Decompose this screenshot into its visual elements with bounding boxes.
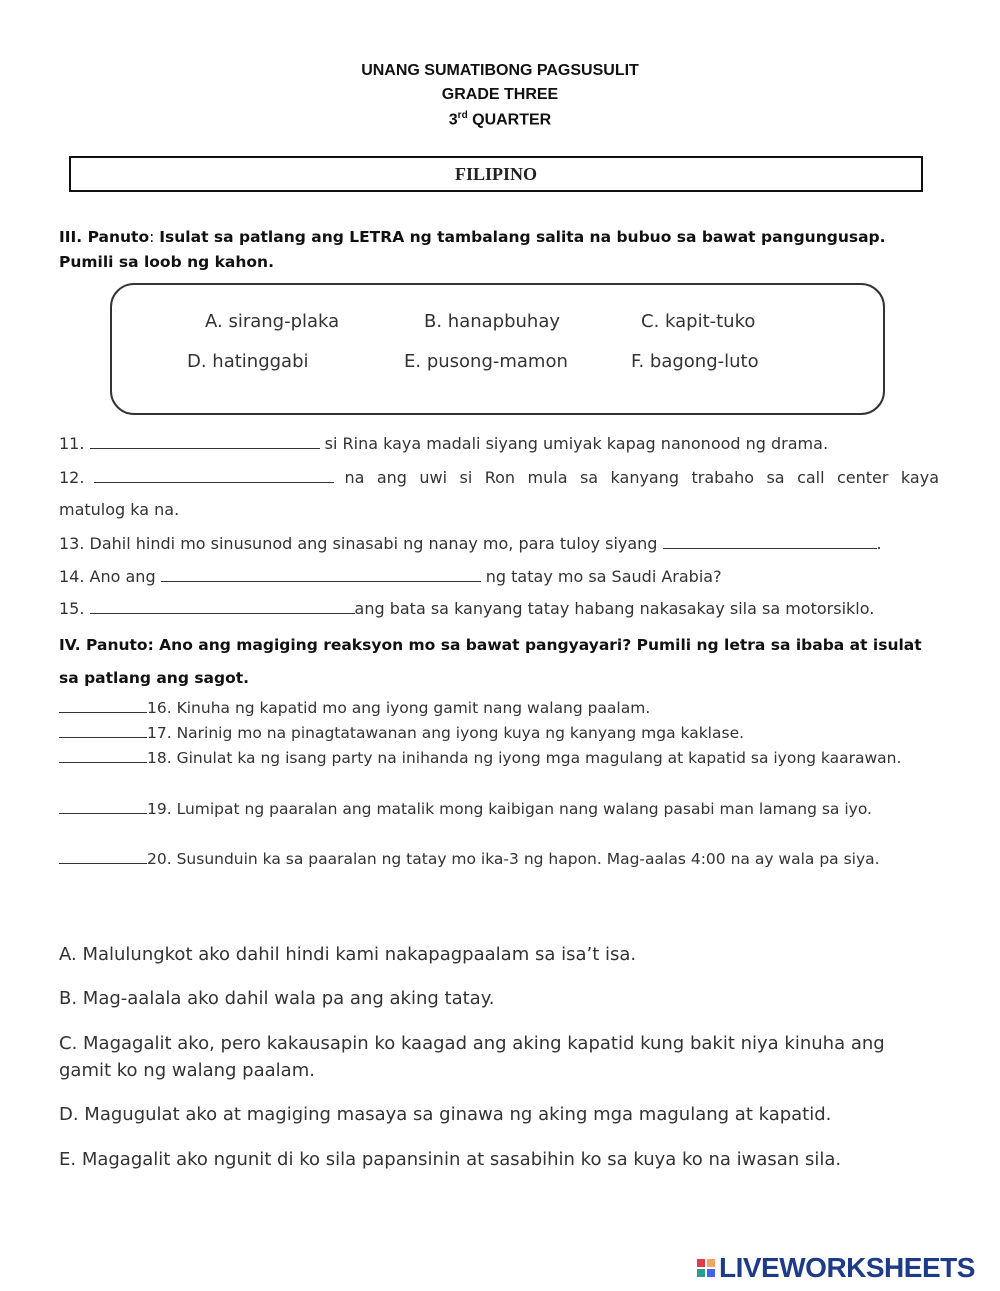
question-20 — [59, 847, 939, 872]
choice-f: F. bagong-luto — [631, 351, 759, 372]
part3-instruction — [59, 225, 939, 275]
part3-colon: : — [149, 228, 160, 246]
answer-blank-14[interactable] — [161, 567, 481, 582]
q17-text: 17. Narinig mo na pinagtatawanan ang iyong kuya ng kanyang mga kaklase. — [147, 724, 745, 742]
question-15 — [59, 599, 939, 618]
subject-title: FILIPINO — [454, 163, 537, 184]
q16-text: 16. Kinuha ng kapatid mo ang iyong gamit nang walang paalam. — [147, 699, 651, 717]
answer-blank-13[interactable] — [663, 534, 877, 549]
quarter-suffix: rd — [457, 110, 468, 121]
q12-number: 12. — [59, 468, 85, 487]
question-12 — [59, 468, 939, 487]
q11-number: 11. — [59, 434, 85, 453]
answer-blank-11[interactable] — [90, 434, 320, 449]
question-13 — [59, 534, 939, 553]
reaction-option-c: C. Magagalit ako, pero kakausapin ko kaagad ang aking kapatid kung bakit niya kinuha ang gamit ko ng walang paalam. — [59, 1033, 885, 1081]
choice-c: C. kapit-tuko — [641, 311, 756, 332]
choice-e: E. pusong-mamon — [404, 351, 568, 372]
reaction-option-e: E. Magagalit ako ngunit di ko sila papansinin at sasabihin ko sa kuya ko na iwasan sila. — [59, 1149, 842, 1170]
q11-text: si Rina kaya madali siyang umiyak kapag nanonood ng drama. — [319, 434, 829, 453]
question-12-cont: matulog ka na. — [59, 500, 180, 519]
q15-text: ang bata sa kanyang tatay habang nakasakay sila sa motorsiklo. — [354, 599, 875, 618]
choice-d: D. hatinggabi — [187, 351, 309, 372]
liveworksheets-logo[interactable] — [697, 1252, 975, 1284]
question-18 — [59, 746, 939, 771]
q12-text: na ang uwi si Ron mula sa kanyang trabaho sa call center kaya — [344, 468, 939, 487]
q14-text: 14. Ano ang — [59, 567, 161, 586]
grade-level: GRADE THREE — [441, 86, 559, 103]
q14-end: ng tatay mo sa Saudi Arabia? — [480, 567, 722, 586]
question-16 — [59, 696, 939, 721]
choice-a: A. sirang-plaka — [205, 311, 340, 332]
q18-text: 18. Ginulat ka ng isang party na inihanda ng iyong mga magulang at kapatid sa iyong kaarawan. — [147, 749, 902, 767]
part3-text: Isulat sa patlang ang LETRA ng tambalang salita na bubuo sa bawat pangungusap. Pumili sa loob ng kahon. — [59, 228, 886, 271]
logo-text: LIVEWORKSHEETS — [719, 1252, 975, 1283]
reaction-option-b: B. Mag-aalala ako dahil wala pa ang aking tatay. — [59, 988, 495, 1009]
answer-blank-20[interactable] — [59, 849, 147, 864]
quarter — [0, 110, 1000, 129]
part3-label: III. Panuto — [59, 228, 150, 246]
question-11 — [59, 434, 939, 453]
question-19 — [59, 797, 939, 822]
subject-box — [69, 156, 923, 192]
quarter-number: 3 — [448, 111, 458, 129]
reaction-option-a: A. Malulungkot ako dahil hindi kami nakapagpaalam sa isa’t isa. — [59, 944, 637, 965]
question-17 — [59, 721, 939, 746]
quarter-word: QUARTER — [467, 111, 552, 129]
exam-title: UNANG SUMATIBONG PAGSUSULIT — [361, 62, 639, 79]
reaction-option-d: D. Magugulat ako at magiging masaya sa ginawa ng aking mga magulang at kapatid. — [59, 1104, 832, 1125]
answer-blank-16[interactable] — [59, 698, 147, 713]
q20-text: 20. Susunduin ka sa paaralan ng tatay mo ika-3 ng hapon. Mag-aalas 4:00 na ay wala pa siya. — [147, 850, 880, 868]
answer-blank-19[interactable] — [59, 799, 147, 814]
choices-box — [110, 283, 885, 415]
question-14 — [59, 567, 939, 586]
part4-instruction: IV. Panuto: Ano ang magiging reaksyon mo sa bawat pangyayari? Pumili ng letra sa ibaba at isulat sa patlang ang sagot. — [59, 636, 922, 687]
answer-blank-12[interactable] — [94, 468, 334, 483]
q19-text: 19. Lumipat ng paaralan ang matalik mong kaibigan nang walang pasabi man lamang sa iyo. — [147, 800, 872, 818]
answer-blank-18[interactable] — [59, 748, 147, 763]
liveworksheets-icon — [697, 1259, 715, 1277]
q15-number: 15. — [59, 599, 90, 618]
answer-blank-17[interactable] — [59, 723, 147, 738]
choice-b: B. hanapbuhay — [424, 311, 561, 332]
q13-text: 13. Dahil hindi mo sinusunod ang sinasabi ng nanay mo, para tuloy siyang — [59, 534, 663, 553]
answer-blank-15[interactable] — [90, 599, 355, 614]
q13-end: . — [876, 534, 882, 553]
